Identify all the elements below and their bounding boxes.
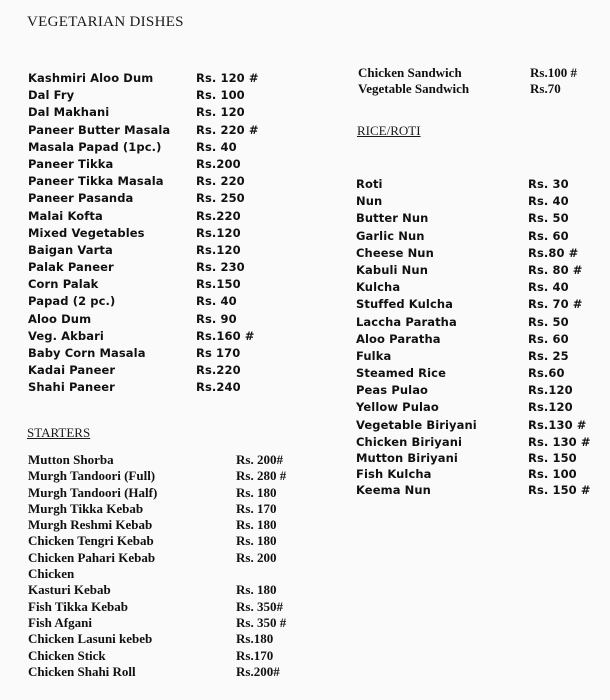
sandwich-list: [358, 65, 598, 97]
item-price: Rs.100 #: [530, 65, 577, 80]
menu-item: [356, 418, 596, 435]
menu-item: [356, 349, 596, 366]
item-price: Rs. 280 #: [236, 468, 287, 484]
menu-item: [28, 243, 328, 260]
menu-item: [28, 123, 328, 140]
item-price: Rs. 180: [236, 582, 277, 598]
menu-item: [28, 346, 328, 363]
item-price: Rs. 50: [528, 211, 569, 226]
item-name: Murgh Tandoori (Half): [28, 484, 158, 500]
item-name: Laccha Paratha: [356, 314, 457, 329]
menu-item: [356, 246, 596, 263]
item-price: Rs. 180: [236, 484, 277, 500]
menu-item: [28, 615, 328, 631]
item-name: Chicken Tengri Kebab: [28, 533, 154, 549]
item-name: Kulcha: [356, 280, 401, 295]
item-price: Rs.200: [196, 156, 241, 171]
item-name: Nun: [356, 194, 383, 209]
item-name: Murgh Tikka Kebab: [28, 500, 144, 516]
item-price: Rs.200#: [236, 663, 280, 679]
menu-item: [28, 260, 328, 277]
item-name: Paneer Tikka Masala: [28, 174, 164, 189]
menu-item: [28, 191, 328, 208]
menu-item: [28, 550, 328, 566]
menu-item: [28, 631, 328, 647]
item-name: Malai Kofta: [28, 208, 103, 223]
menu-item: [28, 566, 328, 582]
menu-item: [356, 435, 596, 451]
item-name: Paneer Tikka: [28, 156, 114, 171]
item-price: Rs.240: [196, 380, 241, 395]
menu-item: [28, 277, 328, 294]
item-price: Rs. 100: [196, 88, 245, 103]
menu-item: [356, 177, 596, 194]
item-name: Mixed Vegetables: [28, 225, 145, 240]
menu-item: [356, 280, 596, 297]
item-name: Veg. Akbari: [28, 328, 104, 343]
menu-item: [28, 533, 328, 549]
menu-item: [356, 315, 596, 332]
item-name: Chicken Lasuni kebeb: [28, 631, 153, 647]
menu-item: [356, 400, 596, 417]
item-name: Chicken Sandwich: [358, 65, 462, 80]
menu-item: [28, 209, 328, 226]
menu-item: [28, 485, 328, 501]
item-name: Papad (2 pc.): [28, 294, 116, 309]
item-name: Chicken Pahari Kebab: [28, 549, 156, 565]
item-name: Kabuli Nun: [356, 262, 428, 277]
menu-item: [356, 483, 596, 499]
menu-item: [356, 366, 596, 383]
menu-item: [28, 174, 328, 191]
item-name: Aloo Paratha: [356, 331, 441, 346]
menu-item: [356, 211, 596, 228]
item-price: Rs.220: [196, 363, 241, 378]
item-price: Rs. 200: [236, 549, 277, 565]
menu-item: [356, 467, 596, 483]
item-name: Vegetable Sandwich: [358, 81, 470, 96]
rice-roti-list: [356, 177, 596, 500]
menu-item: [356, 194, 596, 211]
item-name: Baigan Varta: [28, 242, 113, 257]
item-name: Kasturi Kebab: [28, 582, 111, 598]
item-name: Peas Pulao: [356, 383, 429, 398]
item-price: Rs.150: [196, 277, 241, 292]
menu-item: [28, 648, 328, 664]
menu-item: [28, 226, 328, 243]
menu-item: [28, 582, 328, 598]
menu-item: [28, 363, 328, 380]
item-price: Rs. 80 #: [528, 262, 583, 277]
item-price: Rs 170: [196, 346, 241, 360]
item-name: Paneer Butter Masala: [28, 122, 171, 137]
menu-item: [28, 71, 328, 88]
menu-item: [28, 517, 328, 533]
item-name: Kadai Paneer: [28, 363, 116, 378]
item-name: Paneer Pasanda: [28, 191, 134, 206]
item-price: Rs. 90: [196, 311, 237, 326]
item-price: Rs. 40: [528, 194, 569, 209]
item-name: Mutton Shorba: [28, 452, 114, 467]
item-name: Masala Papad (1pc.): [28, 139, 162, 154]
item-name: Corn Palak: [28, 277, 99, 292]
item-name: Murgh Reshmi Kebab: [28, 517, 153, 533]
item-name: Dal Fry: [28, 88, 75, 103]
item-price: Rs. 120: [196, 105, 245, 120]
item-price: Rs. 220 #: [196, 122, 259, 137]
menu-item: [356, 383, 596, 400]
item-name: Stuffed Kulcha: [356, 297, 454, 312]
item-name: Dal Makhani: [28, 105, 110, 120]
item-name: Mutton Biriyani: [356, 451, 458, 465]
menu-item: [28, 329, 328, 346]
menu-item: [356, 229, 596, 246]
item-price: Rs.160 #: [196, 328, 255, 343]
item-name: Chicken Biriyani: [356, 434, 463, 449]
item-price: Rs. 220: [196, 174, 245, 189]
item-price: Rs. 40: [196, 294, 237, 309]
item-price: Rs.180: [236, 631, 274, 647]
vegetarian-list: [28, 71, 328, 398]
menu-item: [28, 140, 328, 157]
item-price: Rs. 50: [528, 314, 569, 329]
menu-item: [28, 312, 328, 329]
item-name: Butter Nun: [356, 211, 429, 226]
menu-item: [356, 332, 596, 349]
menu-item: [28, 468, 328, 484]
rice-roti-heading: RICE/ROTI: [357, 123, 421, 138]
item-price: Rs. 30: [528, 177, 569, 191]
item-name: Fulka: [356, 348, 392, 363]
item-name: Vegetable Biriyani: [356, 417, 477, 432]
item-name: Shahi Paneer: [28, 380, 115, 395]
menu-item: [356, 297, 596, 314]
item-price: Rs.130 #: [528, 417, 587, 432]
menu-item: [28, 88, 328, 105]
item-price: Rs.60: [528, 366, 565, 381]
item-price: Rs. 150: [528, 451, 577, 465]
item-price: Rs. 120 #: [196, 71, 259, 85]
menu-item: [28, 501, 328, 517]
item-price: Rs.120: [528, 400, 573, 415]
item-price: Rs.170: [236, 647, 274, 663]
item-name: Palak Paneer: [28, 260, 114, 275]
starters-list: [28, 452, 328, 680]
item-price: Rs. 350#: [236, 598, 283, 614]
item-name: Yellow Pulao: [356, 400, 439, 415]
menu-item: [358, 81, 598, 97]
item-name: Murgh Tandoori (Full): [28, 468, 156, 484]
item-name: Cheese Nun: [356, 245, 434, 260]
item-price: Rs.70: [530, 81, 561, 96]
menu-item: [28, 157, 328, 174]
starters-heading: STARTERS: [27, 425, 91, 440]
item-name: Aloo Dum: [28, 311, 92, 326]
item-name: Fish Tikka Kebab: [28, 598, 128, 614]
item-price: Rs. 40: [528, 280, 569, 295]
item-price: Rs. 180: [236, 533, 277, 549]
vegetarian-heading: VEGETARIAN DISHES: [27, 14, 184, 30]
item-price: Rs.80 #: [528, 245, 579, 260]
item-name: Garlic Nun: [356, 228, 425, 243]
item-price: Rs.220: [196, 208, 241, 223]
item-price: Rs. 150 #: [528, 483, 591, 498]
item-price: Rs. 60: [528, 228, 569, 243]
menu-item: [356, 263, 596, 280]
item-price: Rs. 25: [528, 348, 569, 363]
item-price: Rs. 40: [196, 139, 237, 154]
item-name: Roti: [356, 177, 383, 191]
menu-item: [356, 451, 596, 467]
item-name: Baby Corn Masala: [28, 346, 146, 360]
item-price: Rs. 70 #: [528, 297, 583, 312]
item-price: Rs.120: [196, 242, 241, 257]
item-name: Keema Nun: [356, 483, 431, 498]
item-price: Rs. 350 #: [236, 614, 287, 630]
item-name: Steamed Rice: [356, 366, 446, 381]
item-price: Rs. 200#: [236, 452, 283, 467]
item-price: Rs. 130 #: [528, 434, 591, 449]
menu-item: [28, 105, 328, 122]
item-name: Chicken: [28, 566, 75, 582]
item-price: Rs.120: [528, 383, 573, 398]
menu-item: [28, 452, 328, 468]
menu-item: [28, 599, 328, 615]
item-name: Chicken Stick: [28, 647, 106, 663]
item-price: Rs. 100: [528, 467, 577, 482]
item-price: Rs. 180: [236, 517, 277, 533]
item-name: Fish Afgani: [28, 614, 92, 630]
item-price: Rs.120: [196, 225, 241, 240]
item-price: Rs. 250: [196, 191, 245, 206]
menu-item: [358, 65, 598, 81]
item-price: Rs. 230: [196, 260, 245, 275]
menu-item: [28, 380, 328, 397]
item-name: Fish Kulcha: [356, 467, 432, 482]
menu-item: [28, 664, 328, 680]
item-price: Rs. 60: [528, 331, 569, 346]
item-name: Kashmiri Aloo Dum: [28, 71, 154, 85]
menu-item: [28, 294, 328, 311]
item-price: Rs. 170: [236, 500, 277, 516]
item-name: Chicken Shahi Roll: [28, 663, 136, 679]
